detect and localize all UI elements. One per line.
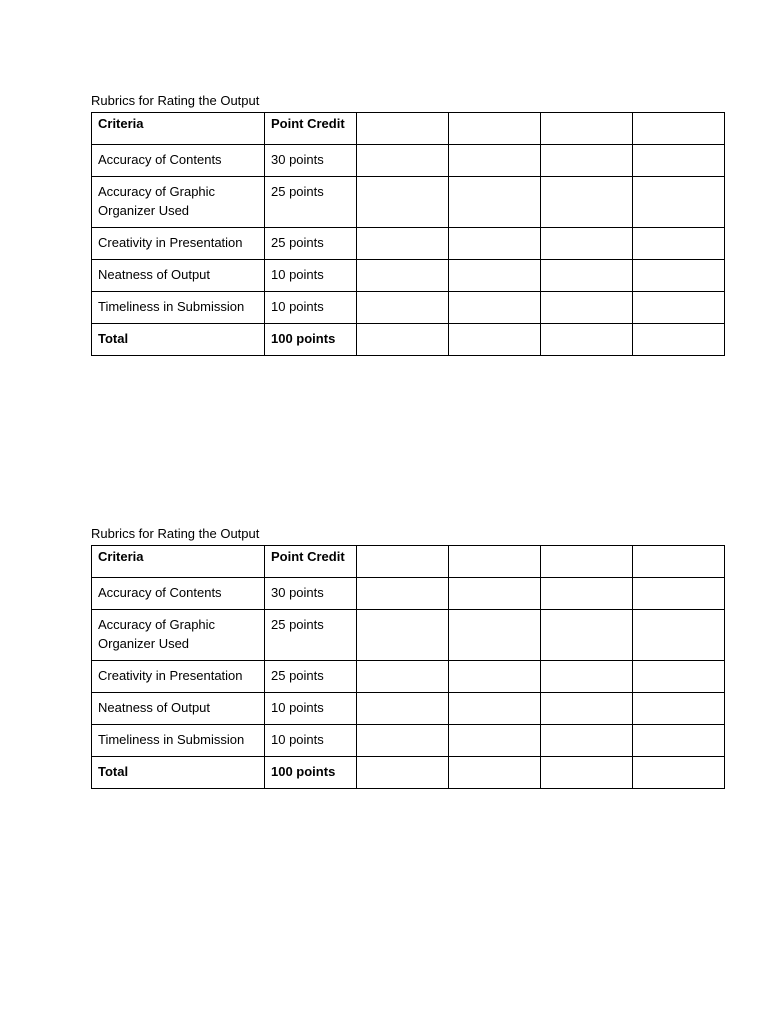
rating-cell[interactable] xyxy=(541,693,633,725)
points-cell: 25 points xyxy=(265,610,357,661)
table-row xyxy=(92,661,725,693)
rating-cell[interactable] xyxy=(541,578,633,610)
table-row xyxy=(92,610,725,661)
rubric-table xyxy=(91,545,725,789)
rating-cell[interactable] xyxy=(541,546,633,578)
table-row xyxy=(92,725,725,757)
rating-cell[interactable] xyxy=(449,292,541,324)
rating-cell[interactable] xyxy=(633,292,725,324)
rating-cell[interactable] xyxy=(633,610,725,661)
criteria-cell: Accuracy of Graphic Organizer Used xyxy=(92,610,265,661)
rating-cell[interactable] xyxy=(357,145,449,177)
total-points: 100 points xyxy=(265,757,357,789)
rating-cell[interactable] xyxy=(633,757,725,789)
rating-cell[interactable] xyxy=(357,228,449,260)
rating-cell[interactable] xyxy=(633,661,725,693)
rating-cell[interactable] xyxy=(357,546,449,578)
points-cell: 30 points xyxy=(265,578,357,610)
rating-cell[interactable] xyxy=(633,145,725,177)
points-cell: 10 points xyxy=(265,260,357,292)
points-cell: 25 points xyxy=(265,228,357,260)
rating-cell[interactable] xyxy=(541,610,633,661)
rating-cell[interactable] xyxy=(633,725,725,757)
points-cell: 10 points xyxy=(265,725,357,757)
criteria-cell: Creativity in Presentation xyxy=(92,661,265,693)
header-point-credit: Point Credit xyxy=(265,113,357,145)
rating-cell[interactable] xyxy=(449,725,541,757)
table-row xyxy=(92,228,725,260)
rating-cell[interactable] xyxy=(541,260,633,292)
points-cell: 25 points xyxy=(265,177,357,228)
rating-cell[interactable] xyxy=(357,292,449,324)
points-cell: 30 points xyxy=(265,145,357,177)
header-criteria: Criteria xyxy=(92,113,265,145)
criteria-cell: Timeliness in Submission xyxy=(92,725,265,757)
table-row xyxy=(92,693,725,725)
rating-cell[interactable] xyxy=(541,228,633,260)
rating-cell[interactable] xyxy=(633,177,725,228)
rating-cell[interactable] xyxy=(449,113,541,145)
rating-cell[interactable] xyxy=(357,725,449,757)
rating-cell[interactable] xyxy=(541,145,633,177)
rating-cell[interactable] xyxy=(633,578,725,610)
table-total-row xyxy=(92,757,725,789)
rating-cell[interactable] xyxy=(357,661,449,693)
rating-cell[interactable] xyxy=(449,228,541,260)
rating-cell[interactable] xyxy=(633,228,725,260)
rating-cell[interactable] xyxy=(449,145,541,177)
rating-cell[interactable] xyxy=(541,661,633,693)
total-label: Total xyxy=(92,757,265,789)
rating-cell[interactable] xyxy=(357,324,449,356)
rating-cell[interactable] xyxy=(541,324,633,356)
rating-cell[interactable] xyxy=(449,578,541,610)
rating-cell[interactable] xyxy=(541,113,633,145)
rating-cell[interactable] xyxy=(633,546,725,578)
rating-cell[interactable] xyxy=(357,260,449,292)
rating-cell[interactable] xyxy=(449,610,541,661)
points-cell: 10 points xyxy=(265,693,357,725)
rating-cell[interactable] xyxy=(633,693,725,725)
rubric-table xyxy=(91,112,725,356)
total-label: Total xyxy=(92,324,265,356)
table-total-row xyxy=(92,324,725,356)
rating-cell[interactable] xyxy=(357,177,449,228)
rating-cell[interactable] xyxy=(357,757,449,789)
rating-cell[interactable] xyxy=(357,610,449,661)
total-points: 100 points xyxy=(265,324,357,356)
rating-cell[interactable] xyxy=(449,693,541,725)
criteria-cell: Creativity in Presentation xyxy=(92,228,265,260)
rating-cell[interactable] xyxy=(541,757,633,789)
table-row xyxy=(92,260,725,292)
rating-cell[interactable] xyxy=(357,693,449,725)
table-row xyxy=(92,145,725,177)
table-row xyxy=(92,578,725,610)
rubric-block-1 xyxy=(91,92,724,356)
rubric-caption: Rubrics for Rating the Output xyxy=(91,526,260,541)
header-criteria: Criteria xyxy=(92,546,265,578)
criteria-cell: Accuracy of Contents xyxy=(92,578,265,610)
rating-cell[interactable] xyxy=(541,725,633,757)
rating-cell[interactable] xyxy=(449,546,541,578)
rating-cell[interactable] xyxy=(449,661,541,693)
criteria-cell: Timeliness in Submission xyxy=(92,292,265,324)
criteria-cell: Accuracy of Graphic Organizer Used xyxy=(92,177,265,228)
rating-cell[interactable] xyxy=(357,578,449,610)
table-header-row xyxy=(92,546,725,578)
criteria-cell: Accuracy of Contents xyxy=(92,145,265,177)
rating-cell[interactable] xyxy=(633,113,725,145)
rubric-block-2 xyxy=(91,525,724,789)
criteria-cell: Neatness of Output xyxy=(92,260,265,292)
rating-cell[interactable] xyxy=(633,324,725,356)
rating-cell[interactable] xyxy=(357,113,449,145)
rubric-caption: Rubrics for Rating the Output xyxy=(91,93,260,108)
table-row xyxy=(92,292,725,324)
rating-cell[interactable] xyxy=(449,260,541,292)
criteria-cell: Neatness of Output xyxy=(92,693,265,725)
rating-cell[interactable] xyxy=(541,292,633,324)
rating-cell[interactable] xyxy=(449,324,541,356)
table-row xyxy=(92,177,725,228)
rating-cell[interactable] xyxy=(449,757,541,789)
header-point-credit: Point Credit xyxy=(265,546,357,578)
table-header-row xyxy=(92,113,725,145)
rating-cell[interactable] xyxy=(633,260,725,292)
rating-cell[interactable] xyxy=(449,177,541,228)
rating-cell[interactable] xyxy=(541,177,633,228)
points-cell: 25 points xyxy=(265,661,357,693)
points-cell: 10 points xyxy=(265,292,357,324)
